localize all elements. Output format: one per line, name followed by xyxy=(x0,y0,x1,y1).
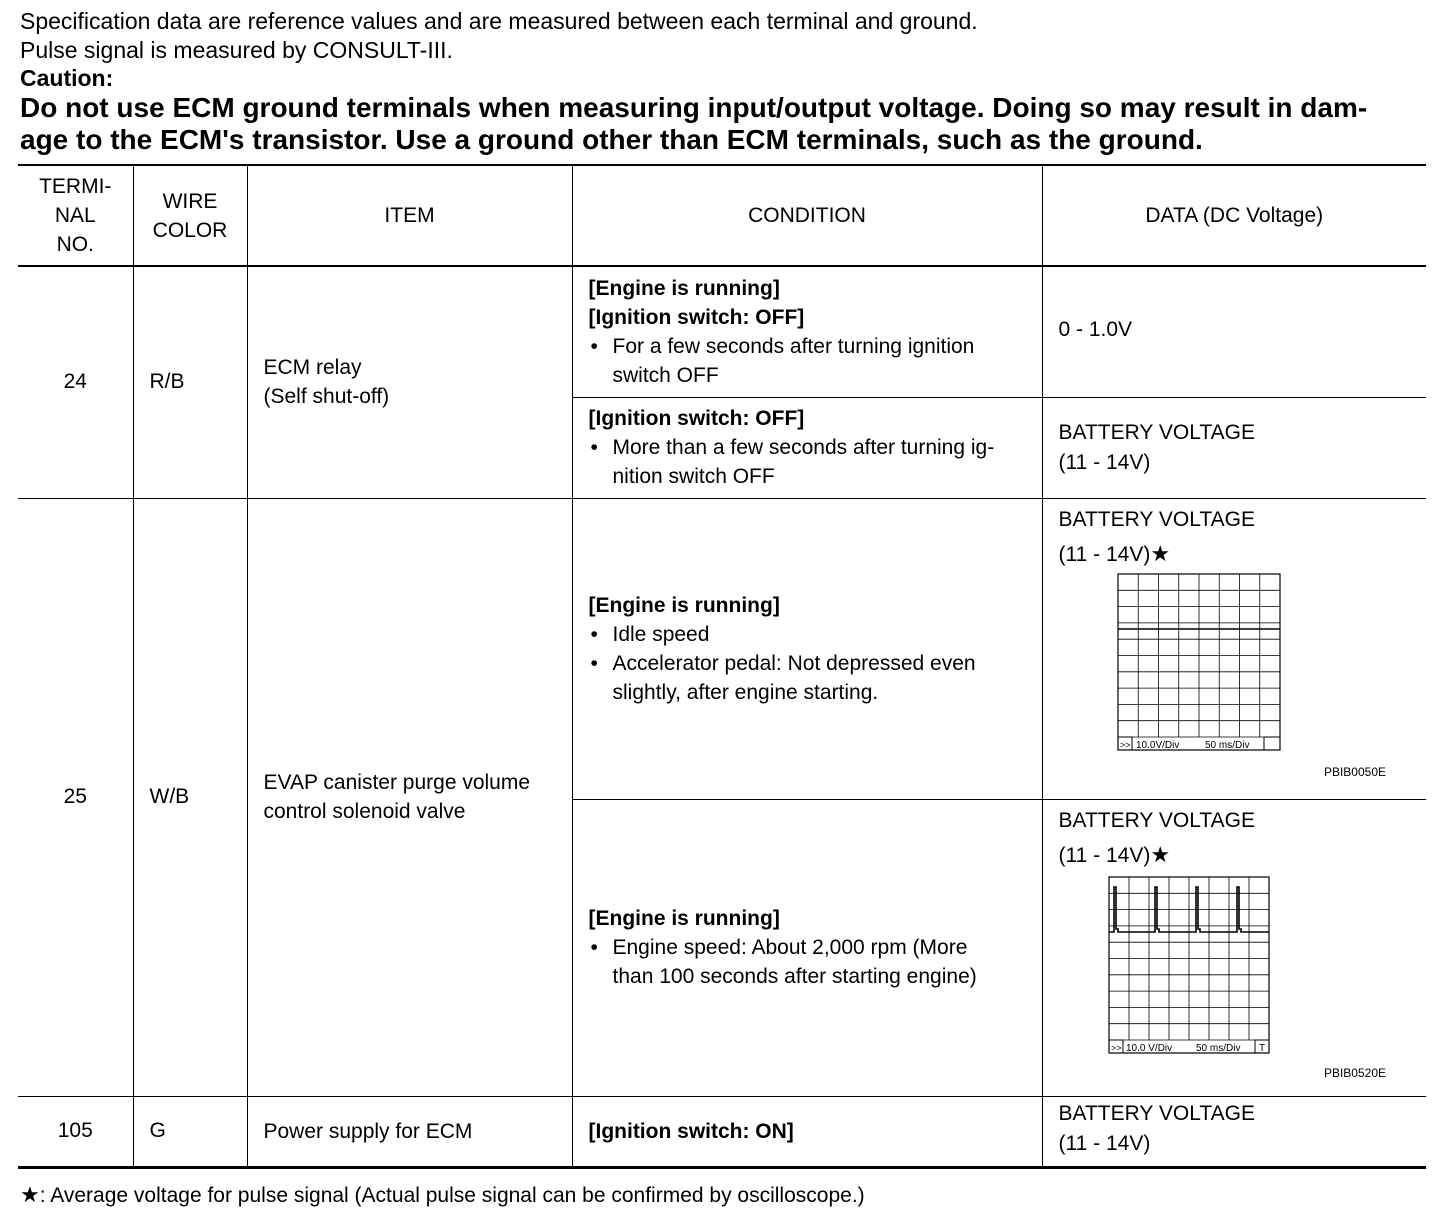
pulse-note: Pulse signal is measured by CONSULT-III. xyxy=(20,37,453,63)
caution-text xyxy=(20,92,1430,156)
scope-time-label: 50 ms/Div xyxy=(1204,739,1249,751)
intro-block xyxy=(20,6,1430,156)
terminal-no-cell: 24 xyxy=(18,266,133,498)
data-value: BATTERY VOLTAGE xyxy=(1058,1102,1255,1125)
bullet-text: More than a few seconds after turning ig- xyxy=(612,436,995,459)
caution-line-1: Do not use ECM ground terminals when measuring input/output voltage. Doing so may result in dam- xyxy=(20,92,1368,123)
data-cell xyxy=(1042,1096,1426,1167)
condition-heading: [Engine is running] xyxy=(588,907,780,930)
scope-arrow-label: >> xyxy=(1110,1042,1122,1053)
data-value: (11 - 14V) xyxy=(1058,450,1151,474)
spec-note: Specification data are reference values and are measured between each terminal and ground. xyxy=(20,8,978,34)
header-condition: CONDITION xyxy=(572,165,1042,266)
data-value: 0 - 1.0V xyxy=(1058,318,1133,341)
wire-color-cell: R/B xyxy=(133,266,247,498)
item-line-1: ECM relay xyxy=(263,356,362,380)
wire-color-cell: W/B xyxy=(133,498,247,1096)
data-value-line xyxy=(1059,840,1411,871)
condition-cell xyxy=(572,799,1042,1096)
figure-code: PBIB0520E xyxy=(1323,1065,1386,1080)
condition-cell xyxy=(572,498,1042,799)
header-terminal-line1: TERMI- xyxy=(39,175,112,198)
item-line-2: control solenoid valve xyxy=(263,800,466,823)
condition-heading: [Engine is running] xyxy=(588,276,780,300)
condition-cell xyxy=(572,1096,1042,1167)
header-terminal-line2: NAL xyxy=(54,204,96,227)
header-wire-line1: WIRE xyxy=(162,189,218,213)
condition-heading: [Ignition switch: ON] xyxy=(588,1119,794,1143)
bullet-text: Engine speed: About 2,000 rpm (More xyxy=(612,936,968,959)
condition-heading: [Ignition switch: OFF] xyxy=(588,305,805,329)
condition-bullet xyxy=(589,433,1026,491)
header-item: ITEM xyxy=(247,165,572,266)
header-wire-line2: COLOR xyxy=(152,218,228,242)
header-data: DATA (DC Voltage) xyxy=(1042,165,1426,266)
bullet-text: than 100 seconds after starting engine) xyxy=(612,965,977,988)
item-line-2: (Self shut-off) xyxy=(263,385,390,409)
condition-bullet xyxy=(589,620,1026,649)
header-terminal-no xyxy=(18,165,133,266)
data-value: BATTERY VOLTAGE xyxy=(1058,808,1255,832)
scope-volt-label: 10.0V/Div xyxy=(1135,739,1179,751)
item-cell: Power supply for ECM xyxy=(247,1096,572,1167)
data-value-line xyxy=(1059,539,1411,570)
figure-code: PBIB0050E xyxy=(1323,764,1386,779)
condition-heading: [Ignition switch: OFF] xyxy=(588,407,805,430)
condition-bullet xyxy=(589,649,1026,707)
table-row xyxy=(18,266,1426,397)
table-row xyxy=(18,498,1426,799)
data-value: (11 - 14V) xyxy=(1058,1132,1151,1155)
table-header-row xyxy=(18,165,1426,266)
caution-line-2: age to the ECM's transistor. Use a ground other than ECM terminals, such as the ground. xyxy=(20,124,1203,155)
wire-color-cell: G xyxy=(133,1096,247,1167)
item-cell xyxy=(247,498,572,1096)
star-icon: ★ xyxy=(20,1182,40,1207)
oscilloscope-idle xyxy=(1059,570,1411,787)
footnote-text: : Average voltage for pulse signal (Actual pulse signal can be confirmed by oscilloscope.) xyxy=(39,1184,865,1207)
data-cell xyxy=(1042,799,1426,1096)
data-value: BATTERY VOLTAGE xyxy=(1058,420,1255,444)
item-line-1: EVAP canister purge volume xyxy=(263,771,531,794)
bullet-text: switch OFF xyxy=(612,363,719,387)
star-icon: ★ xyxy=(1150,841,1171,867)
data-value: (11 - 14V) xyxy=(1058,542,1151,566)
bullet-text: slightly, after engine starting. xyxy=(612,680,879,704)
bullet-text: Accelerator pedal: Not depressed even xyxy=(612,651,976,675)
data-cell xyxy=(1042,266,1426,397)
caution-label: Caution: xyxy=(20,65,114,91)
oscilloscope-2000rpm-graphic xyxy=(1059,871,1289,1056)
terminal-spec-table xyxy=(18,164,1426,1169)
bullet-text: nition switch OFF xyxy=(612,465,775,488)
item-cell xyxy=(247,266,572,498)
scope-trigger-label: T xyxy=(1258,1042,1265,1054)
header-terminal-line3: NO. xyxy=(56,233,94,256)
data-cell xyxy=(1042,498,1426,799)
table-row xyxy=(18,1096,1426,1167)
scope-arrow-label: >> xyxy=(1119,739,1131,750)
bullet-text: For a few seconds after turning ignition xyxy=(612,334,975,358)
oscilloscope-2000rpm xyxy=(1059,871,1411,1088)
terminal-no-cell: 105 xyxy=(18,1096,133,1167)
star-icon: ★ xyxy=(1150,540,1171,566)
condition-heading: [Engine is running] xyxy=(588,593,780,617)
condition-cell xyxy=(572,397,1042,498)
data-value: (11 - 14V) xyxy=(1058,843,1151,867)
condition-cell xyxy=(572,266,1042,397)
data-cell xyxy=(1042,397,1426,498)
header-wire-color xyxy=(133,165,247,266)
scope-volt-label: 10.0 V/Div xyxy=(1125,1042,1172,1054)
footnote xyxy=(20,1181,865,1210)
oscilloscope-idle-graphic xyxy=(1059,570,1289,755)
condition-bullet xyxy=(589,332,1026,390)
scope-time-label: 50 ms/Div xyxy=(1195,1042,1240,1054)
bullet-text: Idle speed xyxy=(612,622,710,646)
terminal-no-cell: 25 xyxy=(18,498,133,1096)
data-value: BATTERY VOLTAGE xyxy=(1058,507,1255,531)
condition-bullet xyxy=(589,933,1026,991)
